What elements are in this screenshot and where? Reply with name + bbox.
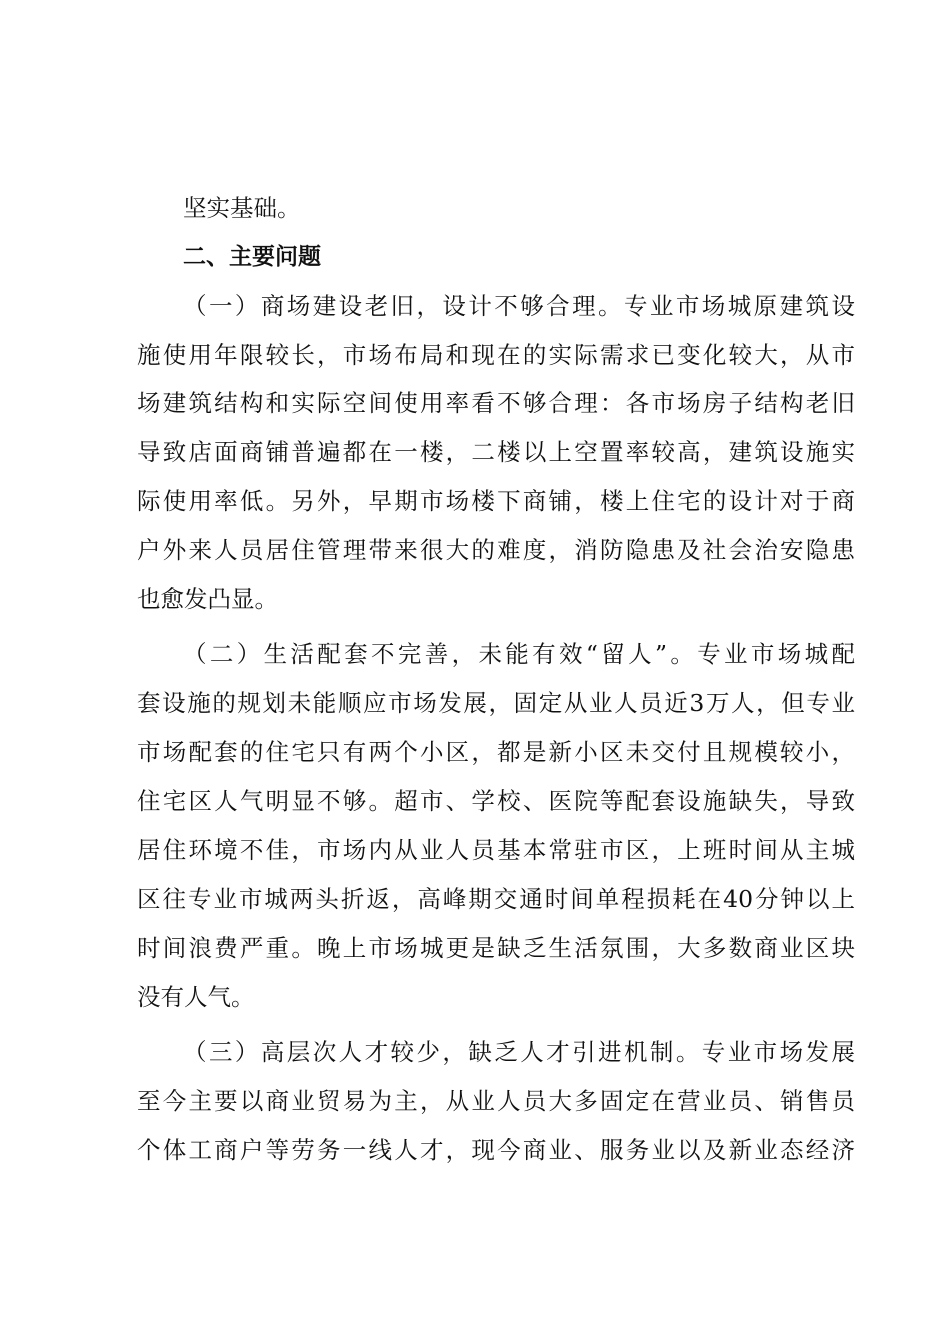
text-line: 住宅区人气明显不够。超市、学校、医院等配套设施缺失，导致 xyxy=(137,787,855,815)
text-line: 也愈发凸显。 xyxy=(137,585,278,613)
section-heading: 二、主要问题 xyxy=(183,244,321,270)
text-line: 区往专业市城两头折返，高峰期交通时间单程损耗在40分钟以上 xyxy=(137,885,855,913)
text-line: 际使用率低。另外，早期市场楼下商铺，楼上住宅的设计对于商 xyxy=(137,487,855,515)
text-line: （一）商场建设老旧，设计不够合理。专业市场城原建筑设 xyxy=(183,292,855,320)
text-line: 户外来人员居住管理带来很大的难度，消防隐患及社会治安隐患 xyxy=(137,536,855,564)
text-line: 市场配套的住宅只有两个小区，都是新小区未交付且规模较小， xyxy=(137,738,855,766)
text-line: 套设施的规划未能顺应市场发展，固定从业人员近3万人，但专业 xyxy=(137,689,855,717)
text-line: （二）生活配套不完善，未能有效“留人”。专业市场城配 xyxy=(183,640,855,668)
continuation-line: 坚实基础。 xyxy=(183,194,301,222)
text-line: （三）高层次人才较少，缺乏人才引进机制。专业市场发展 xyxy=(183,1038,855,1066)
text-line: 个体工商户等劳务一线人才，现今商业、服务业以及新业态经济 xyxy=(137,1136,855,1164)
text-line: 至今主要以商业贸易为主，从业人员大多固定在营业员、销售员 xyxy=(137,1087,855,1115)
text-line: 时间浪费严重。晚上市场城更是缺乏生活氛围，大多数商业区块 xyxy=(137,934,855,962)
text-line: 导致店面商铺普遍都在一楼，二楼以上空置率较高，建筑设施实 xyxy=(137,438,855,466)
text-line: 场建筑结构和实际空间使用率看不够合理：各市场房子结构老旧 xyxy=(137,389,855,417)
text-line: 没有人气。 xyxy=(137,983,255,1011)
text-line: 居住环境不佳，市场内从业人员基本常驻市区，上班时间从主城 xyxy=(137,836,855,864)
text-line: 施使用年限较长，市场布局和现在的实际需求已变化较大，从市 xyxy=(137,341,855,369)
